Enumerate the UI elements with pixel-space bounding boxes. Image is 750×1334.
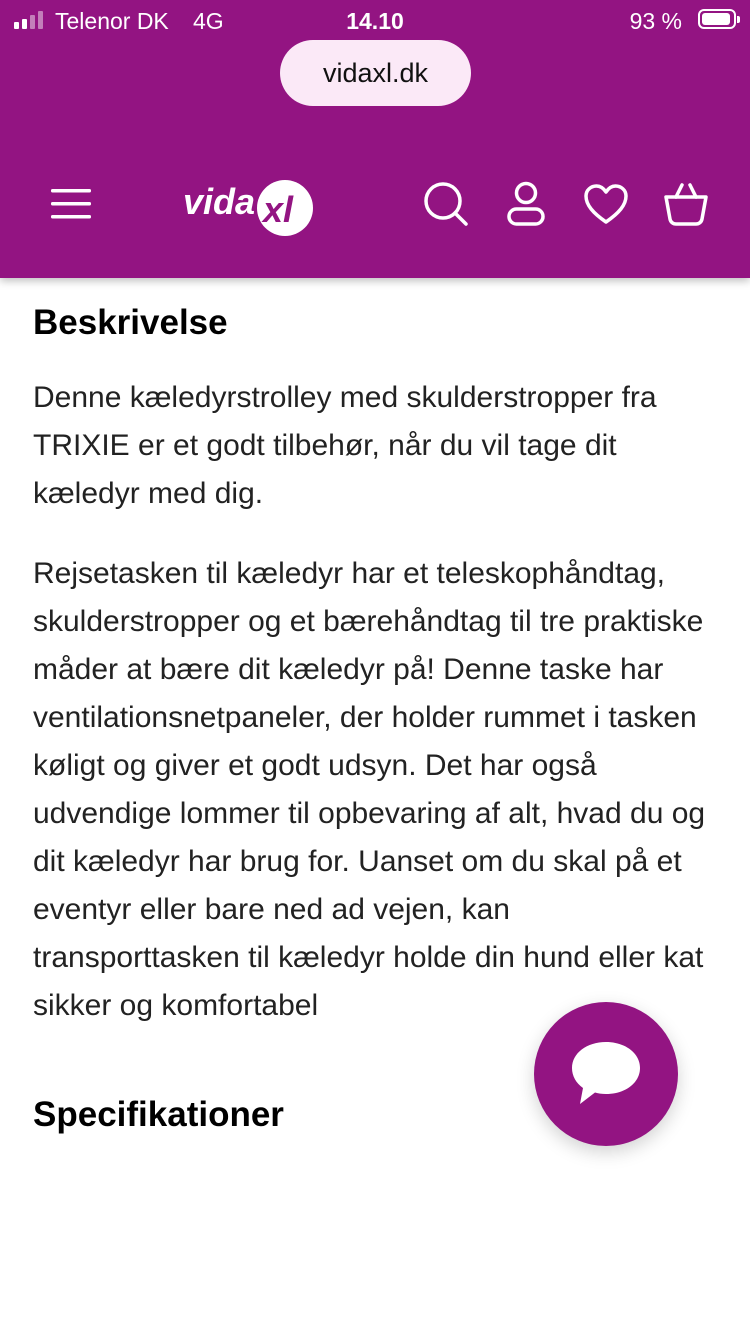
wishlist-heart-icon	[583, 183, 629, 225]
search-button[interactable]	[418, 176, 474, 232]
description-paragraph: Rejsetasken til kæledyr har et teleskophåndtag, skulderstropper og et bærehåndtag til tre praktiske måder at bære dit kæledyr på! Denne taske har ventilationsnetpaneler, der holder rummet i tasken køligt og giver et godt udsyn. Det har også udvendige lommer til opbevaring af alt, hvad du og dit kæledyr har brug for. Uanset om du skal på et eventyr eller bare ned ad vejen, kan transporttasken til kæledyr holde din hund eller kat sikker og komfortabel	[33, 557, 706, 1022]
status-bar	[0, 0, 750, 40]
url-bar[interactable]	[280, 40, 471, 106]
account-icon	[506, 181, 546, 227]
main-navigation	[0, 160, 750, 250]
menu-button[interactable]	[44, 176, 100, 232]
wishlist-button[interactable]	[578, 176, 634, 232]
cart-button[interactable]	[658, 176, 714, 232]
url-text: vidaxl.dk	[322, 57, 429, 88]
account-button[interactable]	[498, 176, 554, 232]
description-heading: Beskrivelse	[33, 303, 228, 342]
chat-button[interactable]	[534, 1002, 678, 1146]
description-paragraph: Denne kæledyrstrolley med skulderstropper fra TRIXIE er et godt tilbehør, når du vil tage dit kæledyr med dig.	[33, 381, 657, 510]
search-icon	[423, 181, 469, 227]
vidaxl-logo[interactable]	[181, 168, 316, 238]
battery-percent: 93 %	[629, 8, 682, 34]
svg-text:vida: vida	[183, 181, 256, 222]
specifications-heading[interactable]: Specifikationer	[33, 1095, 284, 1134]
battery-level-fill	[702, 13, 730, 25]
network-type: 4G	[193, 8, 224, 34]
site-header	[0, 0, 750, 278]
menu-icon	[51, 188, 93, 220]
cart-basket-icon	[663, 181, 709, 227]
battery-icon	[698, 9, 736, 29]
svg-text:xl: xl	[263, 189, 294, 230]
chat-bubble-icon	[568, 1038, 644, 1110]
carrier-name: Telenor DK	[55, 8, 169, 34]
clock: 14.10	[346, 8, 404, 34]
